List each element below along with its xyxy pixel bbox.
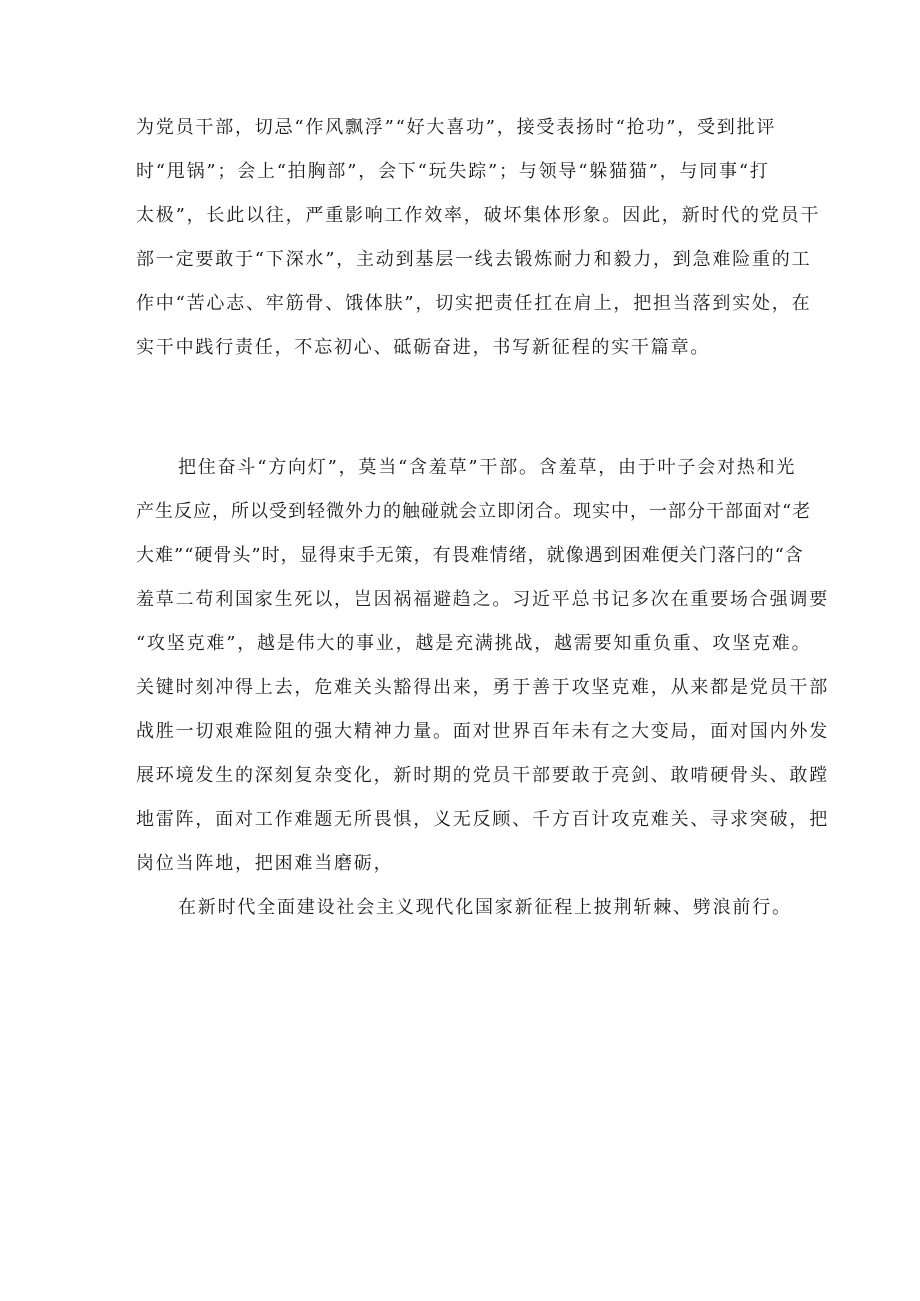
paragraph-2-line-2: 产生反应，所以受到轻微外力的触碰就会立即闭合。现实中，一部分干部面对“老 <box>136 501 812 522</box>
paragraph-2-line-5: “攻坚克难”，越是伟大的事业，越是充满挑战，越需要知重负重、攻坚克难。 <box>136 633 812 654</box>
paragraph-1-line-3: 太极”，长此以往，严重影响工作效率，破坏集体形象。因此，新时代的党员干 <box>136 205 821 226</box>
paragraph-2-line-10: 岗位当阵地，把困难当磨砺， <box>136 853 394 874</box>
paragraph-2-line-3: 大难”“硬骨头”时，显得束手无策，有畏难情绪，就像遇到困难便关门落闩的“含 <box>136 545 804 566</box>
paragraph-2-line-9: 地雷阵，面对工作难题无所畏惧，义无反顾、千方百计攻克难关、寻求突破，把 <box>136 809 829 830</box>
paragraph-2-line-8: 展环境发生的深刻复杂变化，新时期的党员干部要敢于亮剑、敢啃硬骨头、敢蹚 <box>136 765 829 786</box>
paragraph-1-line-6: 实干中践行责任，不忘初心、砥砺奋进，书写新征程的实干篇章。 <box>136 337 711 358</box>
paragraph-3-line-1: 在新时代全面建设社会主义现代化国家新征程上披荆斩棘、劈浪前行。 <box>178 897 792 918</box>
paragraph-2-line-1: 把住奋斗“方向灯”，莫当“含羞草”干部。含羞草，由于叶子会对热和光 <box>178 457 797 478</box>
paragraph-2-line-7: 战胜一切艰难险阻的强大精神力量。面对世界百年未有之大变局，面对国内外发 <box>136 721 829 742</box>
paragraph-1-line-5: 作中“苦心志、牢筋骨、饿体肤”，切实把责任扛在肩上，把担当落到实处，在 <box>136 293 812 314</box>
paragraph-1-line-2: 时“甩锅”；会上“拍胸部”，会下“玩失踪”；与领导“躲猫猫”，与同事“打 <box>136 161 770 182</box>
paragraph-2-line-6: 关键时刻冲得上去，危难关头豁得出来，勇于善于攻坚克难，从来都是党员干部 <box>136 677 829 698</box>
paragraph-1-line-4: 部一定要敢于“下深水”，主动到基层一线去锻炼耐力和毅力，到急难险重的工 <box>136 249 812 270</box>
paragraph-2-line-4: 羞草二苟利国家生死以，岂因祸福避趋之。习近平总书记多次在重要场合强调要 <box>136 589 829 610</box>
paragraph-1-line-1: 为党员干部，切忌“作风飘浮”“好大喜功”，接受表扬时“抢功”，受到批评 <box>136 117 777 138</box>
